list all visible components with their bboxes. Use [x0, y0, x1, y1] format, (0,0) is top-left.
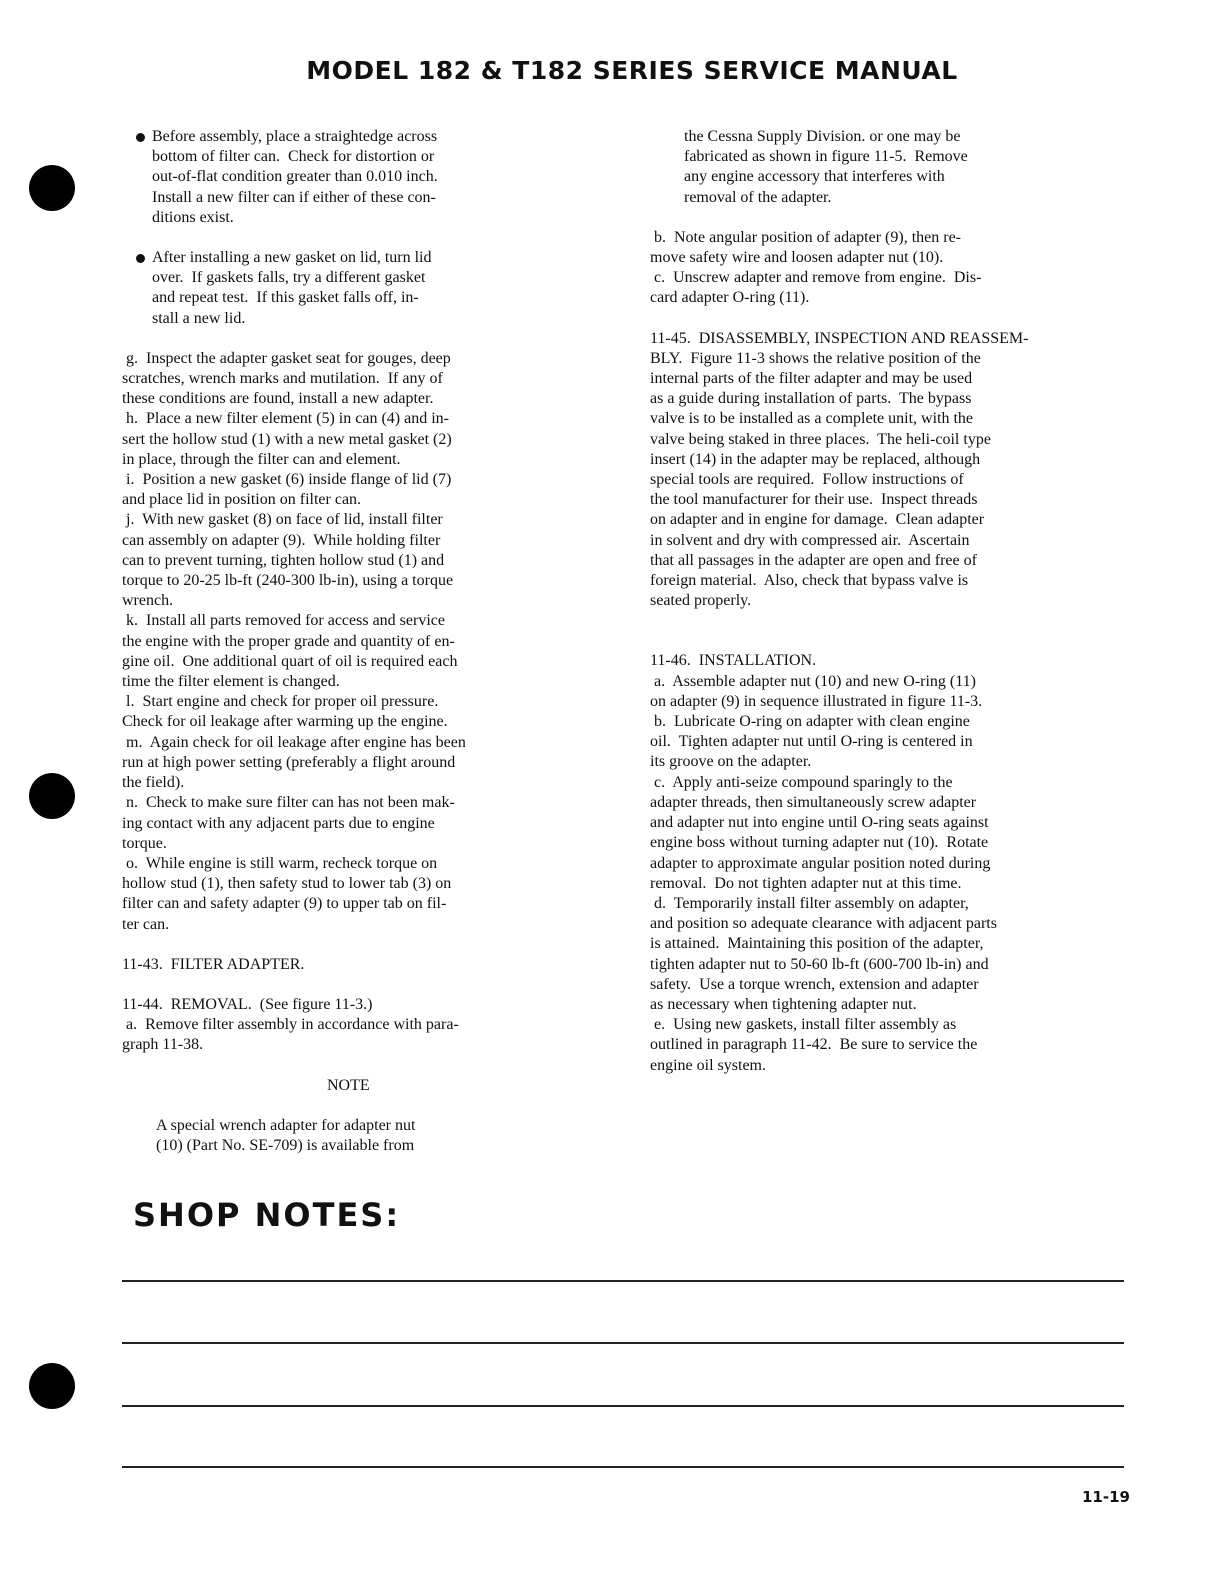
text-line: tighten adapter nut to 50-60 lb-ft (600-700 lb-in) and: [650, 955, 989, 973]
section-heading-filter-adapter: 11-43. FILTER ADAPTER.: [122, 955, 305, 973]
text-line: outlined in paragraph 11-42. Be sure to service the: [650, 1036, 978, 1054]
text-line: engine oil system.: [650, 1056, 766, 1074]
text-line: oil. Tighten adapter nut until O-ring is centered in: [650, 733, 973, 751]
bullet-dot-icon: [136, 133, 145, 142]
shop-notes-line: [122, 1466, 1124, 1468]
text-line: After installing a new gasket on lid, turn lid: [152, 249, 432, 267]
text-line: ditions exist.: [152, 208, 234, 226]
text-line: a. Remove filter assembly in accordance with para-: [122, 1016, 459, 1034]
text-line: the field).: [122, 774, 185, 792]
text-line: ter can.: [122, 915, 170, 933]
text-line: Before assembly, place a straightedge across: [152, 128, 438, 145]
text-line: and adapter nut into engine until O-ring seats against: [650, 814, 989, 832]
text-line: hollow stud (1), then safety stud to lower tab (3) on: [122, 875, 452, 893]
text-line: fabricated as shown in figure 11-5. Remove: [684, 148, 968, 166]
text-line: any engine accessory that interferes with: [684, 168, 945, 186]
text-line: the tool manufacturer for their use. Inspect threads: [650, 491, 978, 509]
text-line: Check for oil leakage after warming up the engine.: [122, 713, 448, 731]
text-line: and position so adequate clearance with adjacent parts: [650, 915, 997, 933]
text-line: (10) (Part No. SE-709) is available from: [156, 1136, 415, 1154]
note-body: [122, 1116, 607, 1156]
text-line: gine oil. One additional quart of oil is required each: [122, 652, 458, 670]
text-line: card adapter O-ring (11).: [650, 289, 810, 307]
shop-notes-line: [122, 1280, 1124, 1282]
text-line: the Cessna Supply Division. or one may be: [684, 128, 961, 145]
binder-hole-middle: [29, 773, 75, 819]
text-line: BLY. Figure 11-3 shows the relative position of the: [650, 349, 981, 367]
text-line: torque.: [122, 834, 167, 852]
text-line: scratches, wrench marks and mutilation. If any of: [122, 370, 443, 388]
shop-notes-line: [122, 1342, 1124, 1344]
filter-service-steps: [122, 349, 607, 935]
text-line: removal of the adapter.: [684, 188, 832, 206]
page-number: 11-19: [1082, 1488, 1130, 1506]
text-line: i. Position a new gasket (6) inside flange of lid (7): [122, 471, 452, 489]
text-line: d. Temporarily install filter assembly on adapter,: [650, 894, 969, 912]
text-line: adapter to approximate angular position noted during: [650, 854, 991, 872]
text-line: and place lid in position on filter can.: [122, 491, 362, 509]
removal-steps: [650, 228, 1142, 309]
text-line: A special wrench adapter for adapter nut: [156, 1116, 416, 1134]
text-line: j. With new gasket (8) on face of lid, install filter: [122, 511, 443, 529]
text-line: valve is to be installed as a complete unit, with the: [650, 410, 974, 428]
text-line: o. While engine is still warm, recheck torque on: [122, 854, 438, 872]
text-line: in solvent and dry with compressed air. Ascertain: [650, 531, 970, 549]
text-line: and repeat test. If this gasket falls off, in-: [152, 289, 419, 307]
note-heading: NOTE: [327, 1076, 370, 1094]
text-line: can to prevent turning, tighten hollow stud (1) and: [122, 551, 445, 569]
bullet-note-gasket: [124, 248, 607, 329]
binder-hole-top: [29, 165, 75, 211]
text-line: that all passages in the adapter are open and free of: [650, 551, 977, 569]
text-line: removal. Do not tighten adapter nut at this time.: [650, 874, 962, 892]
text-line: e. Using new gaskets, install filter assembly as: [650, 1016, 957, 1034]
text-line: special tools are required. Follow instructions of: [650, 471, 964, 489]
text-line: Install a new filter can if either of these con-: [152, 188, 436, 206]
text-line: n. Check to make sure filter can has not been mak-: [122, 794, 455, 812]
text-line: valve being staked in three places. The heli-coil type: [650, 430, 991, 448]
text-line: b. Lubricate O-ring on adapter with clean engine: [650, 713, 970, 731]
text-line: stall a new lid.: [152, 309, 246, 327]
text-line: can assembly on adapter (9). While holding filter: [122, 531, 441, 549]
text-line: torque to 20-25 lb-ft (240-300 lb-in), using a torque: [122, 572, 454, 590]
page-title: MODEL 182 & T182 SERIES SERVICE MANUAL: [306, 56, 958, 85]
section-heading-removal: 11-44. REMOVAL. (See figure 11-3.): [122, 995, 373, 1013]
text-line: foreign material. Also, check that bypass valve is: [650, 572, 969, 590]
text-line: on adapter and in engine for damage. Clean adapter: [650, 511, 985, 529]
bullet-dot-icon: [136, 254, 145, 263]
shop-notes-label: SHOP NOTES:: [133, 1196, 401, 1234]
text-line: l. Start engine and check for proper oil pressure.: [122, 693, 439, 711]
text-line: run at high power setting (preferably a flight around: [122, 753, 456, 771]
binder-hole-bottom: [29, 1363, 75, 1409]
text-line: filter can and safety adapter (9) to upper tab on fil-: [122, 895, 447, 913]
text-line: ing contact with any adjacent parts due to engine: [122, 814, 435, 832]
text-line: as a guide during installation of parts. The bypass: [650, 390, 972, 408]
text-line: safety. Use a torque wrench, extension and adapter: [650, 975, 979, 993]
text-line: the engine with the proper grade and quantity of en-: [122, 632, 455, 650]
installation-section: [650, 651, 1142, 1075]
text-line: time the filter element is changed.: [122, 673, 340, 691]
note-continued: [650, 127, 1142, 208]
text-line: wrench.: [122, 592, 174, 610]
text-line: b. Note angular position of adapter (9), then re-: [650, 228, 962, 246]
text-line: k. Install all parts removed for access and service: [122, 612, 445, 630]
shop-notes-line: [122, 1405, 1124, 1407]
text-line: graph 11-38.: [122, 1036, 204, 1054]
text-line: its groove on the adapter.: [650, 753, 812, 771]
left-column: [122, 127, 607, 1156]
text-line: is attained. Maintaining this position of the adapter,: [650, 935, 984, 953]
right-column: [650, 127, 1142, 1076]
removal-section: [122, 995, 607, 1056]
disassembly-section: [650, 329, 1142, 612]
text-line: these conditions are found, install a new adapter.: [122, 390, 434, 408]
text-line: m. Again check for oil leakage after engine has been: [122, 733, 466, 751]
text-line: move safety wire and loosen adapter nut (10).: [650, 249, 944, 267]
bullet-note-straightedge: [124, 127, 607, 228]
text-line: c. Unscrew adapter and remove from engine. Dis-: [650, 269, 982, 287]
text-line: c. Apply anti-seize compound sparingly to the: [650, 773, 953, 791]
text-line: h. Place a new filter element (5) in can (4) and in-: [122, 410, 449, 428]
text-line: on adapter (9) in sequence illustrated in figure 11-3.: [650, 692, 983, 710]
section-heading-disassembly: 11-45. DISASSEMBLY, INSPECTION AND REASSEM-: [650, 329, 1029, 347]
text-line: as necessary when tightening adapter nut.: [650, 995, 917, 1013]
text-line: adapter threads, then simultaneously screw adapter: [650, 793, 977, 811]
text-line: engine boss without turning adapter nut (10). Rotate: [650, 834, 989, 852]
text-line: insert (14) in the adapter may be replaced, although: [650, 450, 981, 468]
section-heading-installation: 11-46. INSTALLATION.: [650, 652, 817, 670]
text-line: out-of-flat condition greater than 0.010 inch.: [152, 168, 438, 186]
text-line: seated properly.: [650, 592, 752, 610]
text-line: over. If gaskets falls, try a different gasket: [152, 269, 426, 287]
text-line: sert the hollow stud (1) with a new metal gasket (2): [122, 430, 452, 448]
text-line: internal parts of the filter adapter and may be used: [650, 370, 973, 388]
text-line: a. Assemble adapter nut (10) and new O-ring (11): [650, 672, 976, 690]
text-line: bottom of filter can. Check for distortion or: [152, 148, 435, 166]
text-line: in place, through the filter can and element.: [122, 450, 401, 468]
text-line: g. Inspect the adapter gasket seat for gouges, deep: [122, 349, 451, 367]
